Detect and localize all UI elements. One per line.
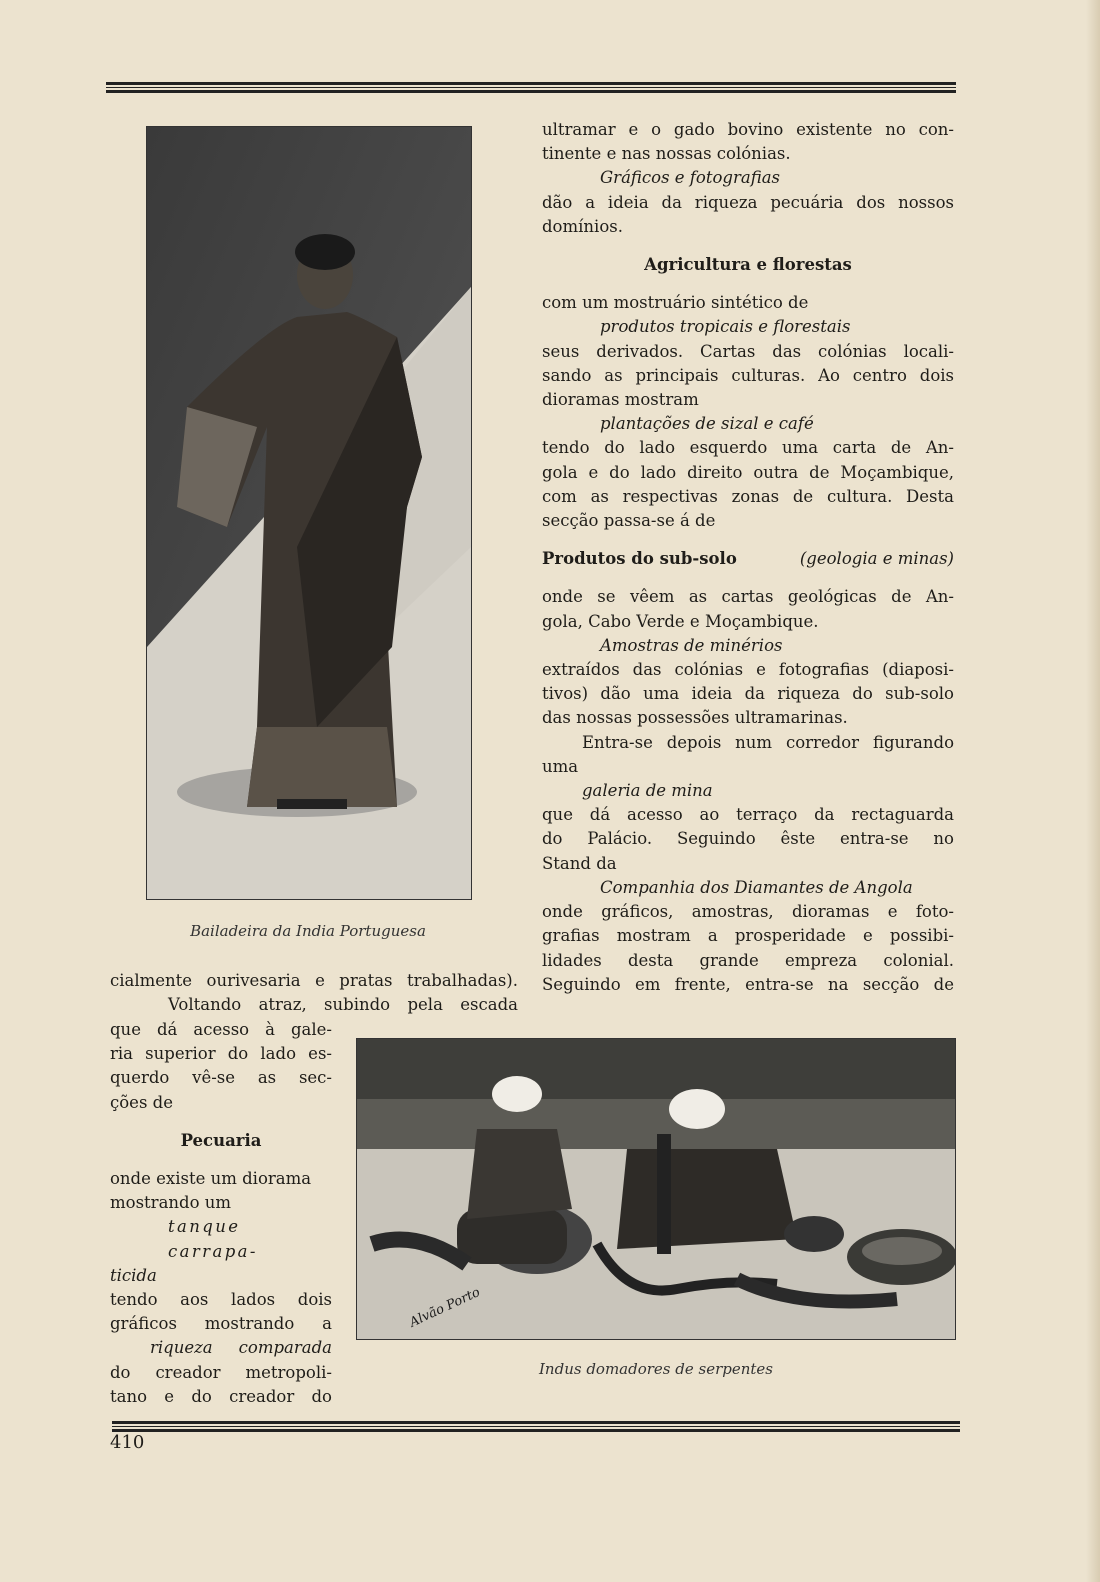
section-heading [542,547,954,571]
text-line: onde existe um diorama [110,1169,312,1189]
left-column-text-wide [110,969,518,1017]
text-line: tendo do lado esquerdo uma carta de An- [542,438,954,458]
text-line: Entra-se depois num corredor figurando [582,732,954,752]
paragraph-gap [542,277,954,291]
paragraph-gap [110,1153,332,1167]
text-line: secção passa-se á de [542,511,716,531]
text-line: galeria de mina [582,781,713,801]
paragraph-gap [542,533,954,547]
section-heading: Agricultura e florestas [644,255,852,275]
text-line: Companhia dos Diamantes de Angola [600,877,913,897]
dancer-caption: Bailadeira da India Portuguesa [190,922,426,940]
text-line: domínios. [542,216,623,236]
text-line: extraídos das colónias e fotografias (diaposi- [542,660,954,680]
text-line: Voltando atraz, subindo pela escada [168,995,518,1015]
text-line: tano e do creador do [110,1386,332,1406]
text-line: mostrando um [110,1193,232,1213]
text-line: produtos tropicais e florestais [600,317,851,337]
text-line: querdo vê-se as sec- [110,1068,332,1088]
text-line: ções de [110,1092,173,1112]
bottom-rule [112,1421,960,1434]
text-line: ria superior do lado es- [110,1044,332,1064]
text-line: do creador metropoli- [110,1362,332,1382]
text-line: ticida [110,1265,157,1285]
text-line: plantações de sizal e café [600,414,814,434]
section-heading: Pecuaria [180,1130,262,1150]
text-line: Amostras de minérios [600,635,783,655]
text-line: Seguindo em frente, entra-se na secção de [542,974,954,994]
text-line: onde gráficos, amostras, dioramas e foto- [542,902,954,922]
text-line: do Palácio. Seguindo êste entra-se no [542,829,954,849]
left-column-text-narrow [110,1018,332,1409]
text-line: gola e do lado direito outra de Moçambique, [542,462,954,482]
text-line: cialmente ourivesaria e pratas trabalhadas). [110,971,518,990]
text-line: que dá acesso à gale- [110,1020,332,1039]
right-column-text [542,118,954,997]
text-line: riqueza comparada [150,1338,332,1358]
text-line: com um mostruário sintético de [542,293,809,313]
page-edge-shadow [1086,0,1100,1582]
text-line: tanque carrapa- [168,1217,258,1261]
text-line: sando as principais culturas. Ao centro dois [542,365,954,385]
text-line: ultramar e o gado bovino existente no con- [542,120,954,139]
text-line: que dá acesso ao terraço da rectaguarda [542,805,954,825]
paragraph-gap [542,239,954,253]
text-line: grafias mostram a prosperidade e possibi- [542,926,954,946]
snake-charmers-photo [356,1038,956,1340]
text-line: tinente e nas nossas colónias. [542,144,791,164]
text-line: gráficos mostrando a [110,1314,332,1334]
text-line: das nossas possessões ultramarinas. [542,708,848,728]
heading-subtitle: (geologia e minas) [799,549,954,569]
page-number: 410 [110,1432,145,1453]
text-line: onde se vêem as cartas geológicas de An- [542,587,954,607]
heading-title: Produtos do sub-solo [542,549,737,569]
top-rule [106,82,956,95]
text-line: tendo aos lados dois [110,1290,332,1310]
text-line: gola, Cabo Verde e Moçambique. [542,611,819,631]
text-line: dão a ideia da riqueza pecuária dos nossos [542,192,954,212]
dancer-photo [146,126,472,900]
text-line: seus derivados. Cartas das colónias locali- [542,341,954,361]
paragraph-gap [542,571,954,585]
snake-charmers-caption: Indus domadores de serpentes [539,1360,773,1378]
text-line: Stand da [542,853,617,873]
text-line: dioramas mostram [542,390,699,410]
paragraph-gap [110,1115,332,1129]
text-line: tivos) dão uma ideia da riqueza do sub-solo [542,684,954,704]
text-line: uma [542,756,579,776]
photographer-signature: Alvão Porto [407,1284,483,1331]
text-line: Gráficos e fotografias [600,168,781,188]
text-line: com as respectivas zonas de cultura. Desta [542,486,954,506]
text-line: lidades desta grande empreza colonial. [542,950,954,970]
